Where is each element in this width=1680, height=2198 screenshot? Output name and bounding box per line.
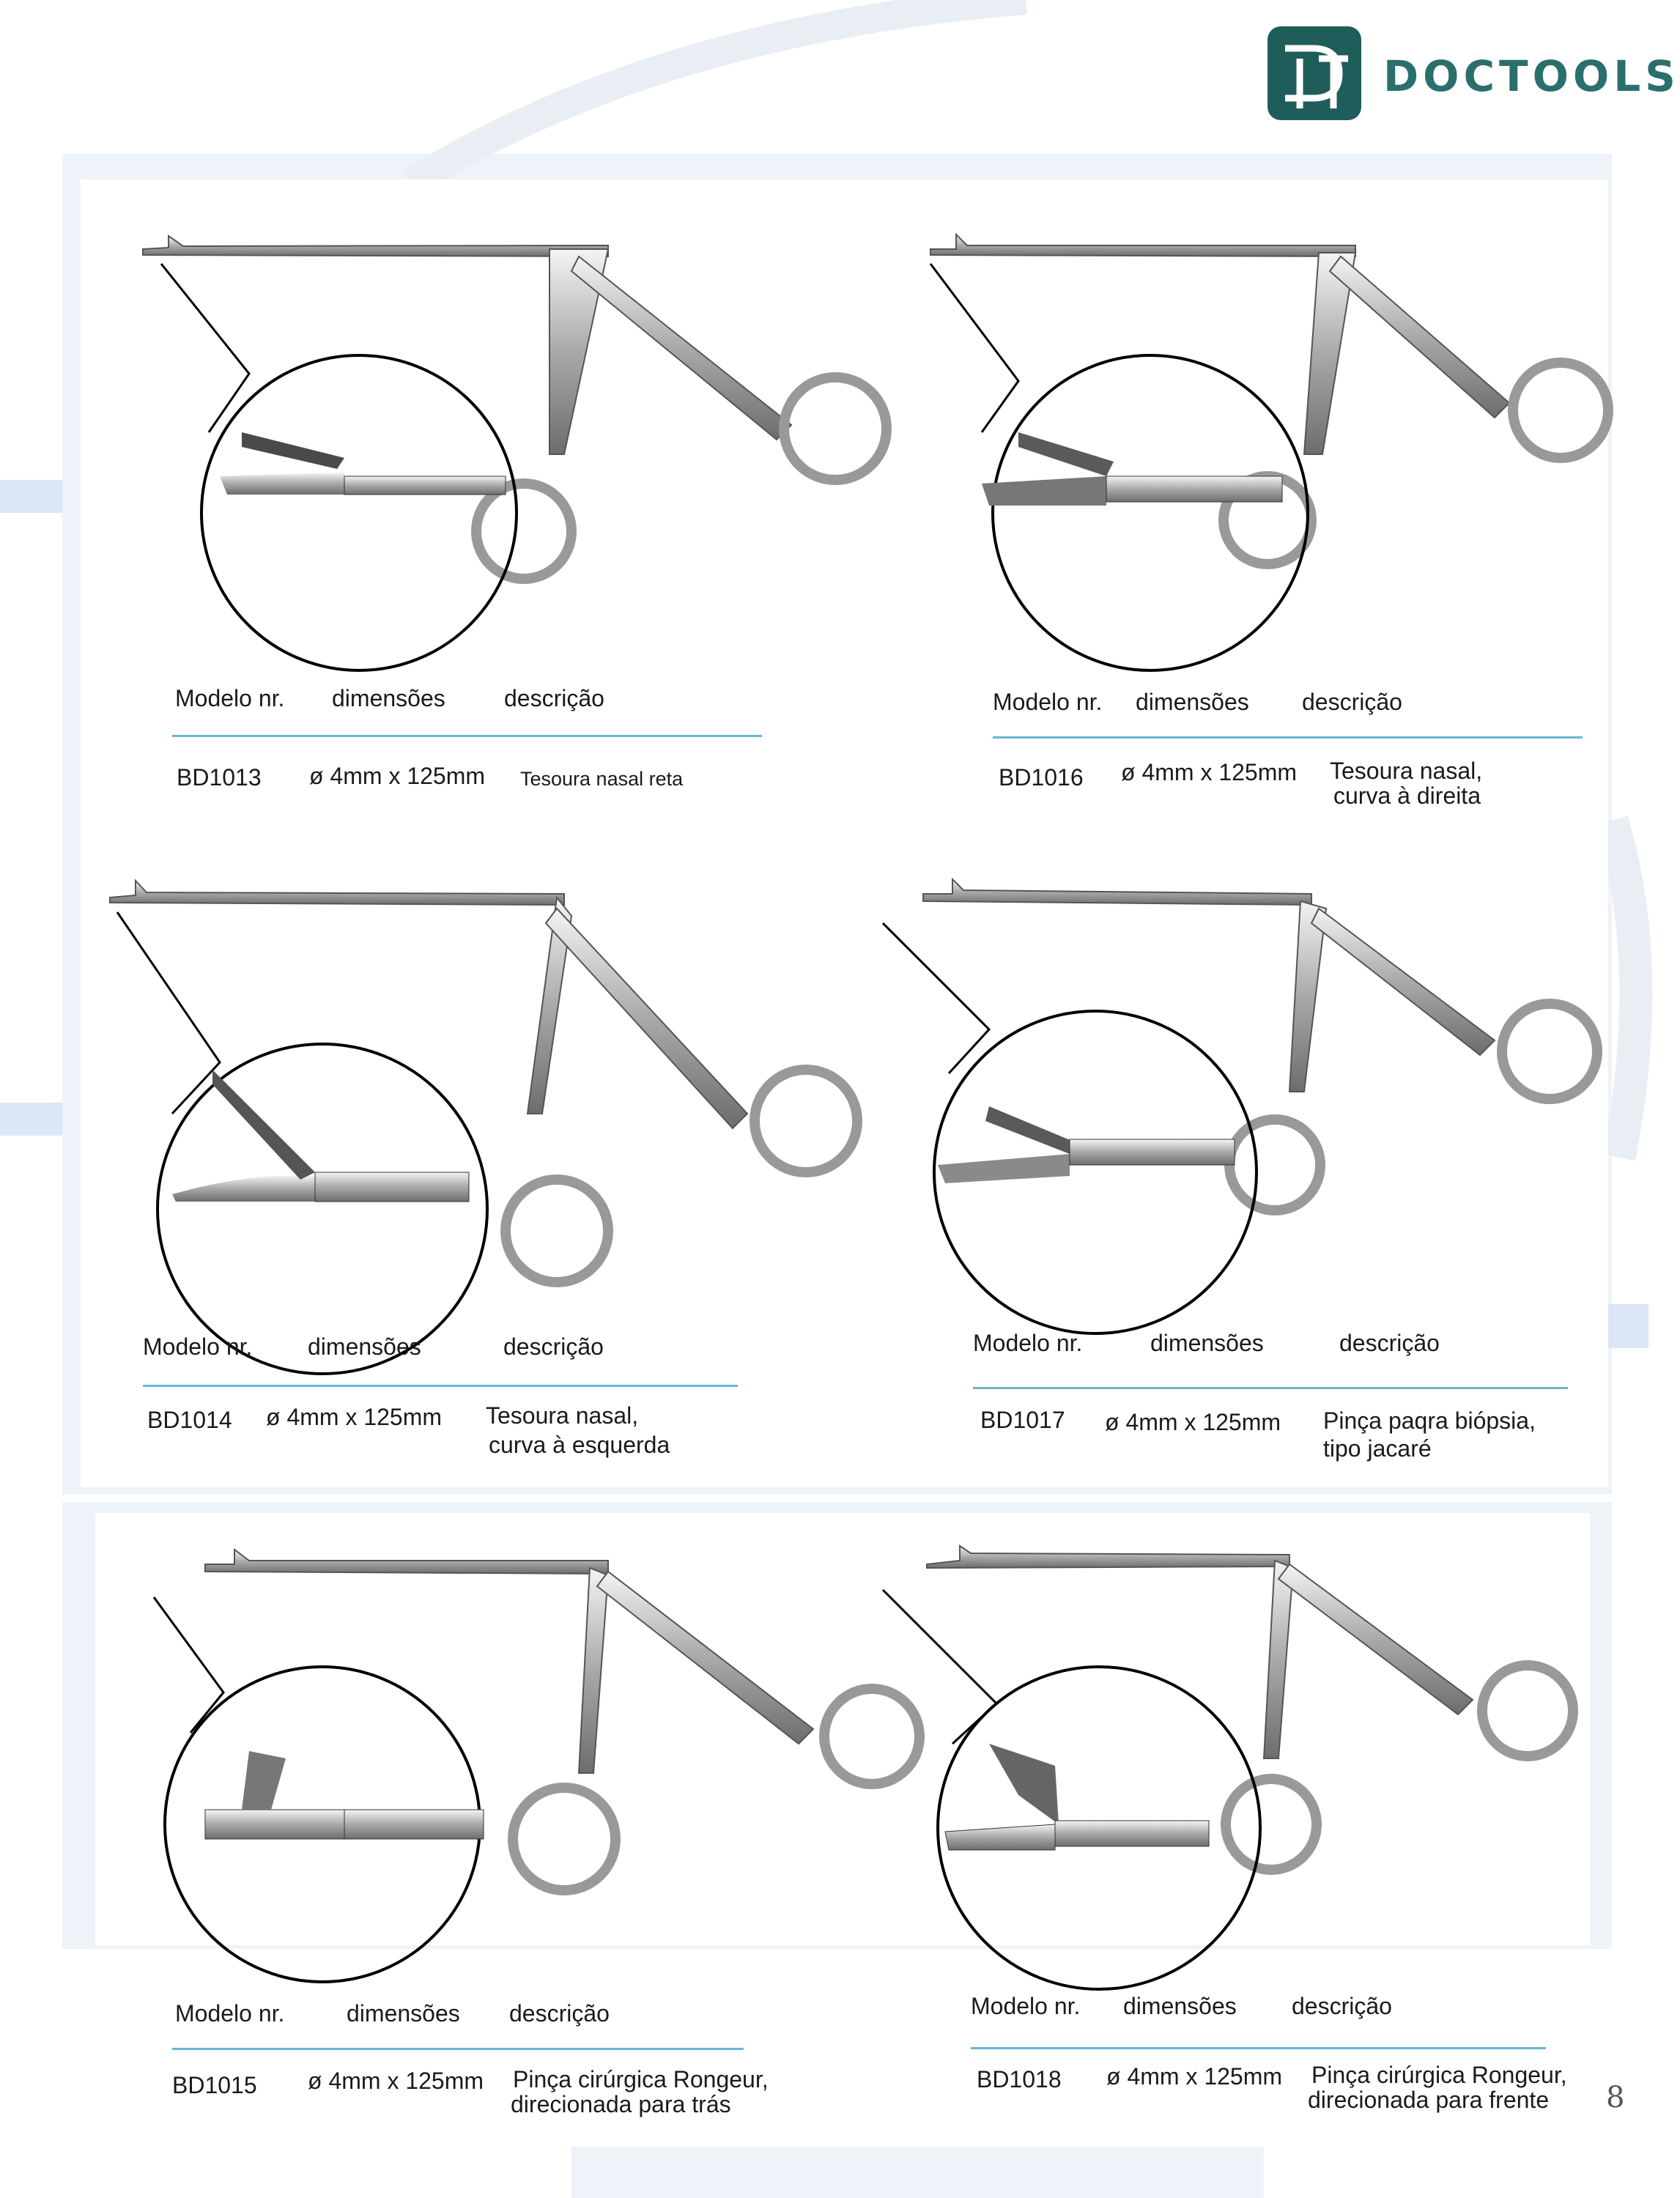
model-code: BD1014: [147, 1407, 232, 1433]
header-dimensions: dimensões: [332, 685, 445, 711]
instrument-image-bd1018: [879, 1524, 1575, 1949]
description-line-2: tipo jacaré: [1323, 1435, 1432, 1462]
header-dimensions: dimensões: [1123, 1993, 1237, 2019]
logo-mark: [1268, 26, 1361, 120]
spec-divider: [172, 2048, 744, 2050]
dimensions-value: ø 4mm x 125mm: [1121, 759, 1298, 785]
header-dimensions: dimensões: [1136, 689, 1249, 715]
model-code: BD1016: [999, 764, 1084, 791]
product-spec-bd1013: [172, 685, 766, 795]
page-number: 8: [1606, 2081, 1625, 2114]
product-spec-bd1014: [143, 1333, 744, 1465]
spec-divider: [973, 1387, 1568, 1389]
instrument-image-bd1017: [879, 865, 1612, 1304]
rongeur-instrument: [883, 1546, 1573, 1989]
header-dimensions: dimensões: [308, 1333, 421, 1360]
header-model: Modelo nr.: [143, 1333, 253, 1360]
description-line-2: curva à direita: [1333, 782, 1481, 809]
header-model: Modelo nr.: [993, 689, 1103, 715]
rongeur-instrument: [930, 234, 1608, 670]
description-line-2: direcionada para trás: [511, 2091, 731, 2117]
dimensions-value: ø 4mm x 125mm: [309, 763, 486, 789]
spec-divider: [143, 1385, 738, 1387]
header-model: Modelo nr.: [971, 1993, 1081, 2019]
header-description: descrição: [509, 2000, 610, 2027]
description-line-1: Tesoura nasal reta: [520, 768, 684, 790]
instrument-image-bd1013: [139, 205, 909, 689]
rongeur-instrument: [154, 1550, 919, 1982]
rongeur-instrument: [143, 236, 887, 670]
brand-logo: [1268, 22, 1680, 125]
product-spec-bd1017: [973, 1330, 1574, 1469]
description-line-2: curva à esquerda: [489, 1432, 670, 1458]
product-spec-bd1018: [971, 1993, 1586, 2125]
spec-divider: [172, 735, 762, 737]
header-description: descrição: [1339, 1330, 1440, 1356]
dt-monogram-icon: [1268, 26, 1361, 120]
model-code: BD1015: [172, 2072, 257, 2098]
header-description: descrição: [1302, 689, 1402, 715]
model-code: BD1017: [980, 1407, 1065, 1433]
dimensions-value: ø 4mm x 125mm: [1106, 2063, 1283, 2090]
rongeur-instrument: [883, 879, 1597, 1333]
dimensions-value: ø 4mm x 125mm: [308, 2068, 484, 2094]
header-description: descrição: [504, 685, 604, 711]
description-line-1: Pinça cirúrgica Rongeur,: [513, 2066, 769, 2092]
header-dimensions: dimensões: [1150, 1330, 1264, 1356]
header-description: descrição: [1292, 1993, 1392, 2019]
product-spec-bd1016: [993, 689, 1586, 813]
header-model: Modelo nr.: [175, 685, 285, 711]
description-line-1: Tesoura nasal,: [486, 1402, 639, 1429]
brand-name: DOCTOOLS: [1383, 51, 1680, 101]
instrument-image-bd1014: [103, 850, 894, 1319]
instrument-image-bd1015: [139, 1531, 909, 1942]
spec-divider: [993, 736, 1583, 739]
header-description: descrição: [503, 1333, 604, 1360]
product-spec-bd1015: [172, 2000, 773, 2132]
description-line-1: Pinça cirúrgica Rongeur,: [1311, 2062, 1567, 2088]
header-model: Modelo nr.: [175, 2000, 285, 2027]
header-model: Modelo nr.: [973, 1330, 1083, 1356]
dimensions-value: ø 4mm x 125mm: [1105, 1409, 1281, 1435]
header-dimensions: dimensões: [347, 2000, 460, 2027]
description-line-1: Pinça paqra biópsia,: [1323, 1407, 1536, 1434]
model-code: BD1013: [177, 764, 262, 791]
spec-divider: [971, 2047, 1546, 2049]
model-code: BD1018: [977, 2066, 1062, 2092]
instrument-image-bd1016: [923, 212, 1612, 652]
description-line-2: direcionada para frente: [1308, 2087, 1550, 2113]
dimensions-value: ø 4mm x 125mm: [266, 1404, 443, 1430]
description-line-1: Tesoura nasal,: [1330, 758, 1483, 784]
rongeur-instrument: [110, 881, 857, 1374]
